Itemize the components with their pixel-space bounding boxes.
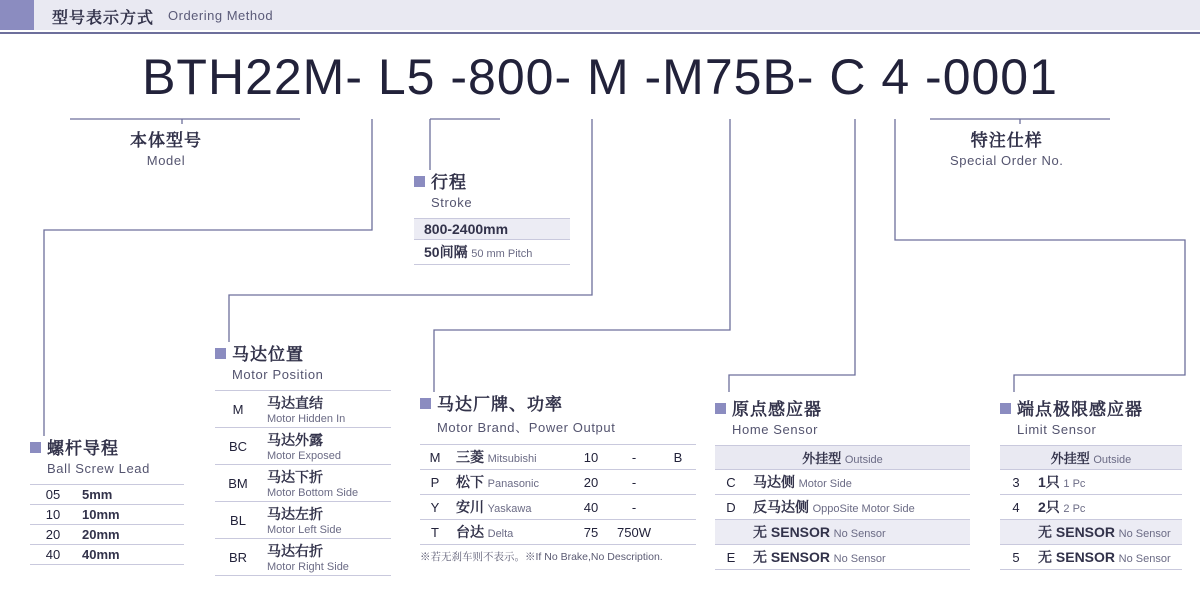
home-sensor-code: C	[715, 470, 747, 495]
power-code: 10	[574, 445, 608, 470]
power-value: -	[608, 470, 660, 495]
table-row	[715, 520, 970, 545]
limit-sensor-header-cn: 外挂型	[1050, 451, 1090, 466]
limit-sensor-code: 3	[1000, 470, 1032, 495]
table-row	[420, 445, 696, 470]
table-row	[1000, 520, 1182, 545]
table-row	[1000, 470, 1182, 495]
motor-position-cn: 马达直结	[267, 395, 323, 411]
limit-sensor-desc	[1032, 520, 1182, 545]
power-value: -	[608, 495, 660, 520]
motor-position-en: Motor Exposed	[267, 450, 341, 462]
brand-cn: 松下	[456, 474, 484, 490]
home-sensor-en: OppoSite Motor Side	[812, 503, 915, 515]
block-ball-screw-lead	[30, 434, 184, 565]
label-limit-sensor-en: Limit Sensor	[1017, 422, 1097, 437]
home-sensor-header-cn: 外挂型	[802, 451, 842, 466]
motor-position-cn: 马达右折	[267, 543, 323, 559]
brand-en: Mitsubishi	[487, 453, 537, 465]
bullet-square-icon	[30, 442, 41, 453]
label-lead-en: Ball Screw Lead	[47, 461, 150, 476]
brand-code: T	[420, 520, 450, 545]
brand-en: Panasonic	[487, 478, 539, 490]
limit-sensor-cn: 无 SENSOR	[1038, 549, 1116, 565]
lead-code: 20	[30, 525, 76, 545]
home-sensor-en: No Sensor	[833, 553, 886, 565]
block-stroke	[414, 168, 570, 265]
block-home-sensor	[715, 395, 970, 570]
limit-sensor-code: 5	[1000, 545, 1032, 570]
stroke-range-cell	[414, 219, 570, 240]
home-sensor-en: No Sensor	[833, 528, 886, 540]
table-row	[1000, 545, 1182, 570]
lead-value: 20mm	[76, 525, 184, 545]
bullet-square-icon	[414, 176, 425, 187]
table-row	[30, 545, 184, 565]
table-row	[30, 505, 184, 525]
stroke-pitch-en: 50 mm Pitch	[471, 248, 533, 260]
label-brand-cn: 马达厂牌、功率	[420, 390, 696, 415]
brand-en: Delta	[487, 528, 514, 540]
motor-position-desc	[261, 539, 391, 576]
part-number: BTH22M- L5 -800- M -M75B- C 4 -0001	[142, 49, 1058, 105]
limit-sensor-desc	[1032, 470, 1182, 495]
limit-sensor-en: No Sensor	[1118, 528, 1171, 540]
home-sensor-cn: 无 SENSOR	[753, 524, 831, 540]
brake-code: B	[660, 445, 696, 470]
stroke-range-cn: 800-2400mm	[424, 221, 509, 237]
label-stroke-cn: 行程	[414, 168, 570, 193]
table-row	[30, 525, 184, 545]
power-value: -	[608, 445, 660, 470]
label-stroke-en: Stroke	[431, 195, 473, 210]
power-value: 750W	[608, 520, 660, 545]
limit-sensor-cn: 1只	[1038, 474, 1060, 490]
lead-code: 05	[30, 485, 76, 505]
table-row	[420, 495, 696, 520]
lead-value: 5mm	[76, 485, 184, 505]
brand-cn: 台达	[456, 524, 484, 540]
motor-position-desc	[261, 502, 391, 539]
block-motor-brand	[420, 390, 696, 564]
lead-value: 40mm	[76, 545, 184, 565]
limit-sensor-en: 2 Pc	[1063, 503, 1086, 515]
stroke-table	[414, 218, 570, 265]
label-special-order	[950, 126, 1064, 168]
label-model-en: Model	[146, 153, 186, 168]
limit-sensor-desc	[1032, 495, 1182, 520]
motor-position-en: Motor Hidden In	[267, 413, 346, 425]
label-motor-position-cn: 马达位置	[215, 340, 391, 365]
bullet-square-icon	[420, 398, 431, 409]
brand-name-cell	[450, 520, 574, 545]
motor-position-desc	[261, 391, 391, 428]
home-sensor-cn: 无 SENSOR	[753, 549, 831, 565]
limit-sensor-desc	[1032, 545, 1182, 570]
lead-code: 40	[30, 545, 76, 565]
home-sensor-desc	[747, 470, 970, 495]
table-row	[1000, 495, 1182, 520]
home-sensor-desc	[747, 545, 970, 570]
motor-position-en: Motor Right Side	[267, 561, 349, 573]
page-header	[0, 0, 1200, 34]
brake-code	[660, 470, 696, 495]
table-row	[414, 240, 570, 265]
brake-code	[660, 495, 696, 520]
motor-position-code: BC	[215, 428, 261, 465]
limit-sensor-table	[1000, 445, 1182, 570]
lead-value: 10mm	[76, 505, 184, 525]
power-code: 75	[574, 520, 608, 545]
table-header-row	[715, 446, 970, 470]
table-row	[30, 485, 184, 505]
home-sensor-code: D	[715, 495, 747, 520]
motor-position-en: Motor Bottom Side	[267, 487, 359, 499]
motor-position-table	[215, 390, 391, 576]
table-row	[715, 545, 970, 570]
label-home-sensor-en: Home Sensor	[732, 422, 819, 437]
motor-position-code: BL	[215, 502, 261, 539]
brand-name-cell	[450, 495, 574, 520]
block-limit-sensor	[1000, 395, 1182, 570]
label-special-order-cn: 特注仕样	[970, 131, 1043, 150]
table-row	[420, 470, 696, 495]
limit-sensor-cn: 无 SENSOR	[1038, 524, 1116, 540]
brand-code: P	[420, 470, 450, 495]
motor-position-desc	[261, 465, 391, 502]
label-home-sensor-cn: 原点感应器	[715, 395, 970, 420]
home-sensor-code	[715, 520, 747, 545]
label-motor-position-en: Motor Position	[232, 367, 324, 382]
power-code: 40	[574, 495, 608, 520]
home-sensor-desc	[747, 495, 970, 520]
lead-code: 10	[30, 505, 76, 525]
label-special-order-en: Special Order No.	[950, 153, 1064, 168]
brand-name-cell	[450, 445, 574, 470]
motor-position-cn: 马达外露	[267, 432, 323, 448]
label-model	[130, 126, 202, 168]
limit-sensor-en: No Sensor	[1118, 553, 1171, 565]
limit-sensor-code	[1000, 520, 1032, 545]
stroke-pitch-cn: 50间隔	[424, 244, 468, 260]
table-row	[215, 465, 391, 502]
header-accent-block	[0, 0, 34, 30]
brand-name-cell	[450, 470, 574, 495]
table-row	[215, 428, 391, 465]
brand-code: Y	[420, 495, 450, 520]
home-sensor-cn: 反马达侧	[753, 499, 809, 515]
motor-position-en: Motor Left Side	[267, 524, 342, 536]
limit-sensor-header	[1000, 446, 1182, 470]
home-sensor-cn: 马达侧	[753, 474, 795, 490]
table-row	[215, 502, 391, 539]
brand-code: M	[420, 445, 450, 470]
bullet-square-icon	[215, 348, 226, 359]
label-model-cn: 本体型号	[130, 131, 202, 150]
lead-table	[30, 484, 184, 565]
table-header-row	[1000, 446, 1182, 470]
label-limit-sensor-cn: 端点极限感应器	[1000, 395, 1182, 420]
limit-sensor-code: 4	[1000, 495, 1032, 520]
header-title-cn: 型号表示方式	[52, 10, 155, 27]
limit-sensor-cn: 2只	[1038, 499, 1060, 515]
motor-position-cn: 马达左折	[267, 506, 323, 522]
motor-position-cn: 马达下折	[267, 469, 323, 485]
limit-sensor-en: 1 Pc	[1063, 478, 1086, 490]
table-row	[215, 391, 391, 428]
home-sensor-header	[715, 446, 970, 470]
stroke-pitch-cell	[414, 240, 570, 265]
brand-en: Yaskawa	[487, 503, 532, 515]
table-row	[215, 539, 391, 576]
brand-cn: 安川	[456, 499, 484, 515]
home-sensor-en: Motor Side	[798, 478, 852, 490]
table-row	[414, 219, 570, 240]
home-sensor-table	[715, 445, 970, 570]
motor-brand-table	[420, 444, 696, 545]
home-sensor-desc	[747, 520, 970, 545]
table-row	[715, 470, 970, 495]
brand-note: ※若无刹车则不表示。※If No Brake,No Description.	[420, 551, 663, 563]
motor-position-code: BM	[215, 465, 261, 502]
motor-position-code: BR	[215, 539, 261, 576]
label-lead-cn: 螺杆导程	[30, 434, 184, 459]
motor-position-desc	[261, 428, 391, 465]
header-title-en: Ordering Method	[168, 8, 274, 23]
table-row	[715, 495, 970, 520]
table-row	[420, 520, 696, 545]
block-motor-position	[215, 340, 391, 576]
label-brand-en: Motor Brand、Power Output	[437, 420, 616, 435]
power-code: 20	[574, 470, 608, 495]
limit-sensor-header-en: Outside	[1093, 454, 1132, 466]
brake-code	[660, 520, 696, 545]
motor-position-code: M	[215, 391, 261, 428]
brand-cn: 三菱	[456, 449, 484, 465]
bullet-square-icon	[1000, 403, 1011, 414]
home-sensor-code: E	[715, 545, 747, 570]
home-sensor-header-en: Outside	[844, 454, 883, 466]
bullet-square-icon	[715, 403, 726, 414]
